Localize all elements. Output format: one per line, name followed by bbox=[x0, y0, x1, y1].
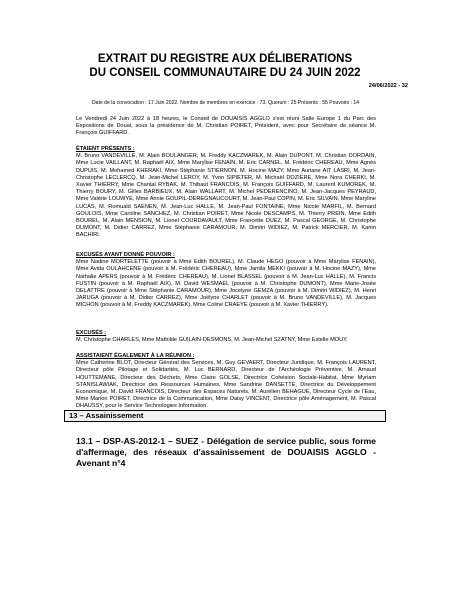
deliberation-ref: 24/06/2022 - 32 bbox=[368, 83, 408, 89]
excused-heading: EXCUSÉS : bbox=[76, 330, 107, 336]
present-list: M. Bruno VANDEVILLE, M. Alain BOULANGER, M. Freddy KACZMAREK, M. Alain DUPONT, M. Christian DORDAIN, Mme Lucie VAILLANT, M. Raphaël AIX, Mme Marylise FENAIN, M. Eric CARNEL, M. Frédéric CHEREAU, Mme Agnès DUPUIS, M. Mohamed KHERAKI, Mme Stéphanie STIERNON, M. Hocine MAZY, Mme Auriane AIT LASRI, M. Jean-Christophe LECLERCQ, M. Jean-Michel LEROY, M. Yvon SIPIETER, M. Michaël DOZIERE, Mme Nora CHERKI, M. Xavier THIERRY, Mme Chantal RYBAK, M. Thibaut FRANCOIS, M. François GUIFFARD, M. Laurent KUMOREK, M. Thierry BOURY, M. Gilles BARBIEUX, M. Alain WALLART, M. Michel PEDERENCINO, M. Jean-Jacques PEYRAUD, Mme Valérie LOUWYE, Mme Annie GOUPIL-DEREGNAUCOURT, M. Jean-Paul COPIN, M. Eric SILVAIN, Mme Maryline LUCAS, M. Romuald SAENEN, M. Jean-Luc HALLE, M. Jean-Paul FONTAINE, Mme Nicole MARFIL, M. Bernard GOULOIS, Mme Caroline SANCHEZ, M. Christian POIRET, Mme Nicole DESCAMPS, M. Thierry PREIN, Mme Edith BOUREL, M. Alain MENSION, M. Lionel COURDAVAULT, Mme Francette DUEZ, M. Pascal GEORGE, M. Christophe DUMONT, M. Didier CARREZ, Mme Stéphanie CARAMOUR, M. Dimitri WIDIEZ, M. Patrick MERCIER, M. Karim BACHIRI. bbox=[76, 153, 376, 239]
proxy-heading: EXCUSÉS AYANT DONNÉ POUVOIR : bbox=[76, 252, 175, 258]
doc-title-line2: DU CONSEIL COMMUNAUTAIRE DU 24 JUIN 2022 bbox=[89, 67, 361, 79]
excused-section bbox=[76, 330, 376, 344]
intro-paragraph: Le Vendredi 24 Juin 2022 à 18 heures, le Conseil de DOUAISIS AGGLO s'est réuni Salle Europe 1 du Parc des Expositions de Douai, sous la présidence de M. Christian POIRET, Président, avec pour Secrétaire de séance M. François GUIFFARD. bbox=[76, 116, 376, 137]
convocation-line: Date de la convocation : 17 Juin 2022. Nombre de membres en exercice : 73. Quorum : 25 Présents : 55 Pouvoirs : 14 bbox=[92, 100, 359, 106]
doc-title-line1: EXTRAIT DU REGISTRE AUX DÉLIBERATIONS bbox=[97, 53, 353, 65]
deliberation-subtitle: 13.1 – DSP-AS-2012-1 – SUEZ - Délégation de service public, sous forme d'affermage, des réseaux d'assainissement de DOUAISIS AGGLO - Avenant n°4 bbox=[76, 436, 376, 468]
attendees-list: Mme Catherine BLOT, Directeur Général des Services, M. Guy GEVAERT, Directeur Juridique, M. François LAURENT, Directeur pôle Pilotage et Solidarités, M. Luc BERNARD, Directeur de l'Archéologie Préventive, M. Arnaud HOUTTEMANE, Directeur des Déchets, Mme Claire GOLSE, Directrice Cohésion Sociale-Habitat, Mme Myriam STANISLAWIAK, Directrice des Ressources Humaines, Mme Sandrine DANSETTE, Directrice du Développement Economique, M. David FRANCOIS, Directeur des Espaces Naturels, M. Aurélien BEHAGUE, Directeur Cycle de l'Eau, Mme Marion POIRET, Directrice de la Communication, Mme Daisy VINCENT, Directrice pôle Aménagement, M. Pascal DHAUSSY, pour le Service Technologies Information. bbox=[76, 360, 376, 410]
attendees-heading: ASSISTAIENT ÉGALEMENT À LA RÉUNION : bbox=[76, 353, 195, 359]
present-heading: ÉTAIENT PRÉSENTS : bbox=[76, 146, 135, 152]
section-header: 13 – Assainissement bbox=[64, 410, 386, 422]
proxy-list: Mme Nadine MORTELETTE (pouvoir à Mme Edith BOUREL), M. Claude HEGO (pouvoir à Mme Marylise FENAIN), Mme Avida OULAHCENE (pouvoir à M. Frédéric CHEREAU), Mme Jamila MEKKI (pouvoir à M. Hocine MAZY), Mme Nathalie APERS (pouvoir à M. Frédéric CHEREAU), M. Lionel BLASSEL (pouvoir à M. Jean-Luc HALLE), M. Francis FUSTIN (pouvoir à M. Raphaël AIX), M. David WESMAEL (pouvoir à M. Christophe DUMONT), Mme Marie-Josée DELATTRE (pouvoir à Mme Stéphanie CARAMOUR), Mme Jocelyne GEMZA (pouvoir à M. Dimitri WIDIEZ), M. Henri JARUGA (pouvoir à M. Didier CARREZ), Mme Joëlyne CHARLET (pouvoir à M. Bruno VANDEVILLE), M. Jacques MICHON (pouvoir à M. Freddy KACZMAREK), Mme Coline CRAEYE (pouvoir à M. Xavier THIERRY). bbox=[76, 259, 376, 309]
excused-list: M. Christophe CHARLES, Mme Mathilde GUILAIN-DESMONS, M. Jean-Michel SZATNY, Mme Estelle MOUY, bbox=[76, 337, 348, 344]
present-section bbox=[76, 146, 376, 240]
proxy-section bbox=[76, 252, 376, 310]
attendees-section bbox=[76, 353, 376, 411]
